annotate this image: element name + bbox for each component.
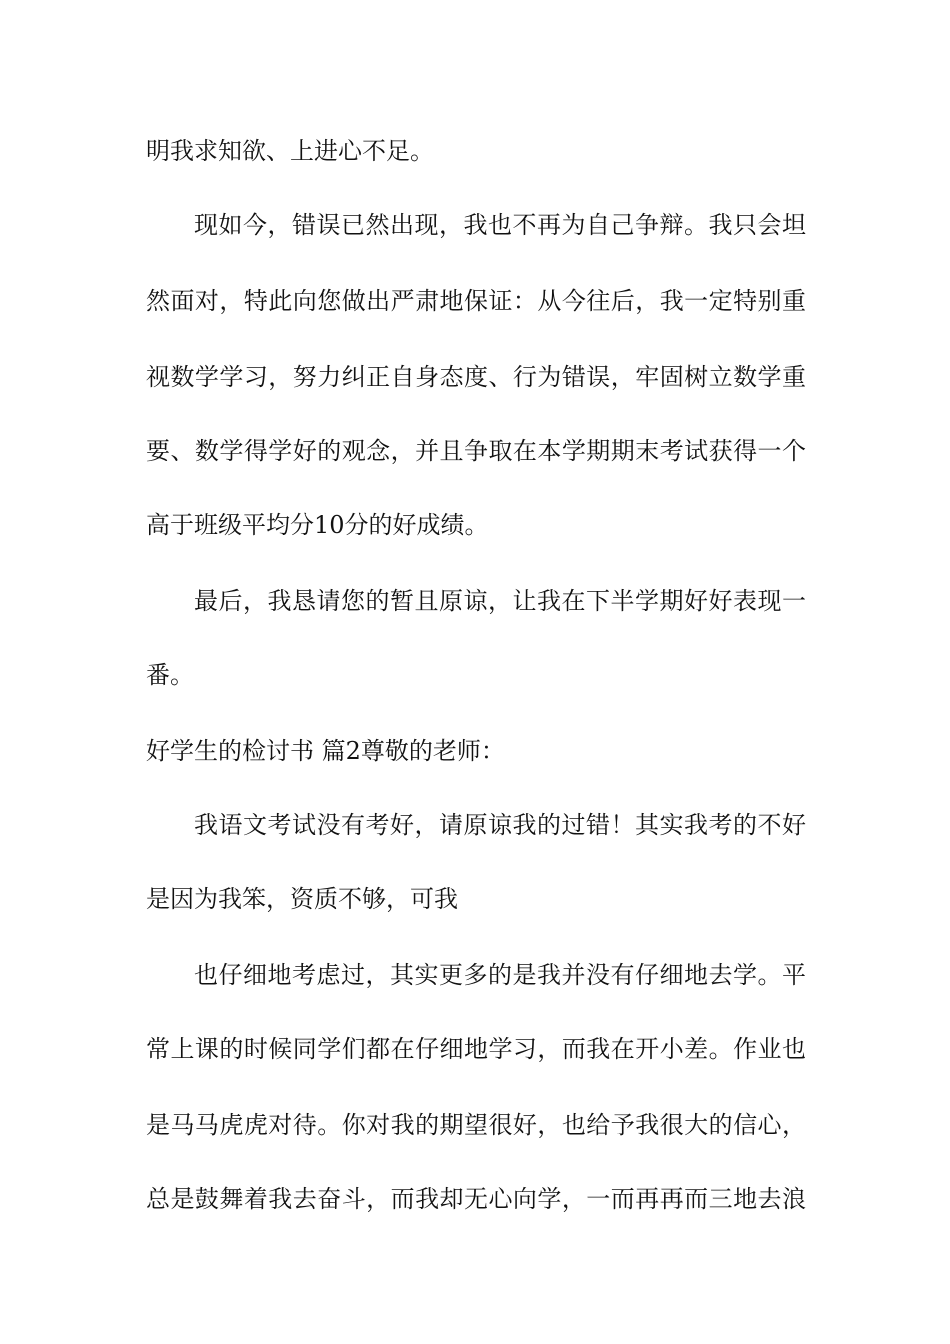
text-line: 是因为我笨，资质不够，可我: [146, 885, 458, 913]
text-line: 番。: [146, 661, 194, 689]
text-line: 视数学学习，努力纠正自身态度、行为错误，牢固树立数学重: [146, 363, 806, 391]
paragraph-first-line: 也仔细地考虑过，其实更多的是我并没有仔细地去学。平: [194, 961, 806, 989]
text-line: 明我求知欲、上进心不足。: [146, 137, 434, 165]
paragraph-first-line: 最后，我恳请您的暂且原谅，让我在下半学期好好表现一: [194, 587, 806, 615]
text-line: 总是鼓舞着我去奋斗，而我却无心向学，一而再再而三地去浪: [146, 1185, 806, 1213]
section-heading: 好学生的检讨书 篇2尊敬的老师：: [146, 737, 505, 765]
paragraph-first-line: 现如今，错误已然出现，我也不再为自己争辩。我只会坦: [194, 211, 806, 239]
text-line: 是马马虎虎对待。你对我的期望很好，也给予我很大的信心，: [146, 1111, 806, 1139]
text-line: 高于班级平均分10分的好成绩。: [146, 511, 489, 539]
text-line: 然面对，特此向您做出严肃地保证：从今往后，我一定特别重: [146, 287, 806, 315]
text-line: 要、数学得学好的观念，并且争取在本学期期末考试获得一个: [146, 437, 806, 465]
text-line: 常上课的时候同学们都在仔细地学习，而我在开小差。作业也: [146, 1035, 806, 1063]
paragraph-first-line: 我语文考试没有考好，请原谅我的过错！其实我考的不好: [194, 811, 806, 839]
